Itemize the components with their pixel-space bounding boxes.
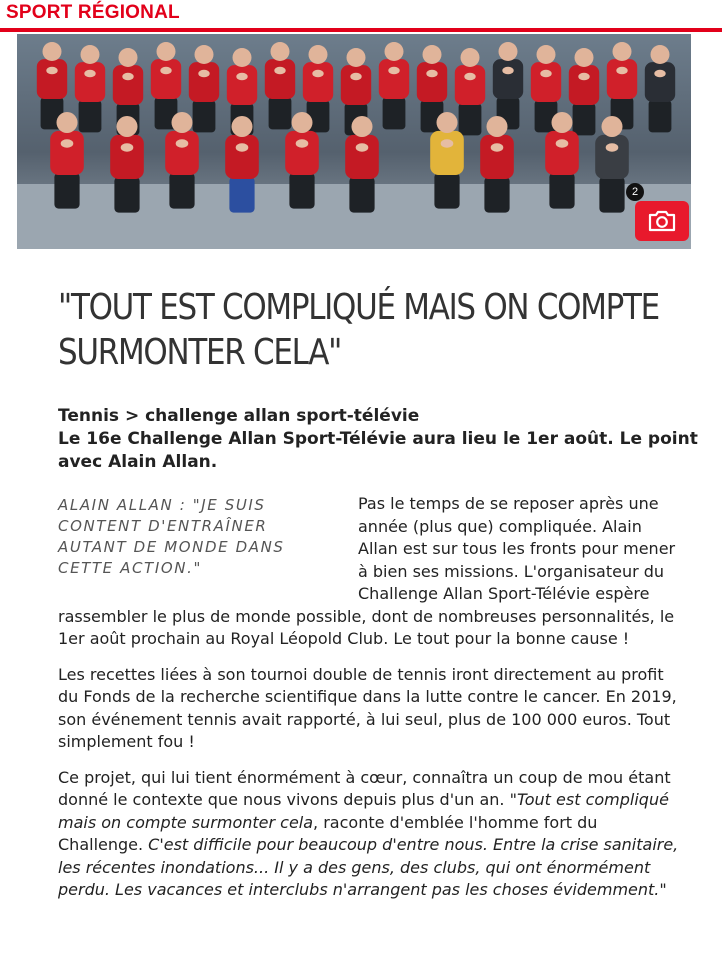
- quote-text: "Tout est compliqué mais on compte surmonter cela: [58, 790, 669, 832]
- section-header: [0, 0, 722, 34]
- team-photo-illustration: [17, 34, 691, 249]
- article-title: [58, 285, 659, 375]
- pull-quote: ALAIN ALLAN : "JE SUIS CONTENT D'ENTRAÎNER AUTANT DE MONDE DANS CETTE ACTION.": [58, 496, 285, 577]
- photo-count-badge: 2: [626, 183, 644, 201]
- hero-photo[interactable]: [17, 34, 691, 249]
- quote-text: C'est difficile pour beaucoup d'entre nous. Entre la crise sanitaire, les récentes inondations... Il y a des gens, des clubs, qui ont énormément perdu. Les vacances et interclubs n'arrangent pas les choses évidemment.": [58, 835, 679, 899]
- section-label[interactable]: SPORT RÉGIONAL: [6, 2, 180, 23]
- article-title-line: SURMONTER CELA": [58, 332, 342, 373]
- camera-icon: [647, 209, 677, 233]
- paragraph-text: Ce projet, qui lui tient énormément à cœur, connaîtra un coup de mou étant donné le contexte que nous vivons depuis plus d'un an.: [58, 767, 671, 809]
- section-rule: [0, 28, 722, 32]
- breadcrumb[interactable]: Tennis > challenge allan sport-télévie: [58, 406, 420, 426]
- article-body: [58, 493, 683, 915]
- paragraph-text: , raconte d'emblée l'homme fort du Challenge.: [58, 812, 598, 854]
- paragraph: [58, 767, 683, 902]
- paragraph: Les recettes liées à son tournoi double de tennis iront directement au profit du Fonds de la recherche scientifique dans la lutte contre le cancer. En 2019, son événement tennis avait rapporté, à lui seul, plus de 100 000 euros. Tout simplement fou !: [58, 664, 677, 751]
- article-title-line: "TOUT EST COMPLIQUÉ MAIS ON COMPTE: [58, 287, 659, 328]
- paragraph: Pas le temps de se reposer après une année (plus que) compliquée. Alain Allan est sur tous les fronts pour mener à bien ses missions. L'organisateur du Challenge Allan Sport-Télévie espère rassembler le plus de monde possible, dont de nombreuses personnalités, le 1er août prochain au Royal Léopold Club. Le tout pour la bonne cause !: [58, 494, 676, 648]
- gallery-button[interactable]: [635, 201, 689, 241]
- article-meta: [58, 405, 698, 474]
- article-lead: Le 16e Challenge Allan Sport-Télévie aura lieu le 1er août. Le point avec Alain Allan.: [58, 429, 698, 472]
